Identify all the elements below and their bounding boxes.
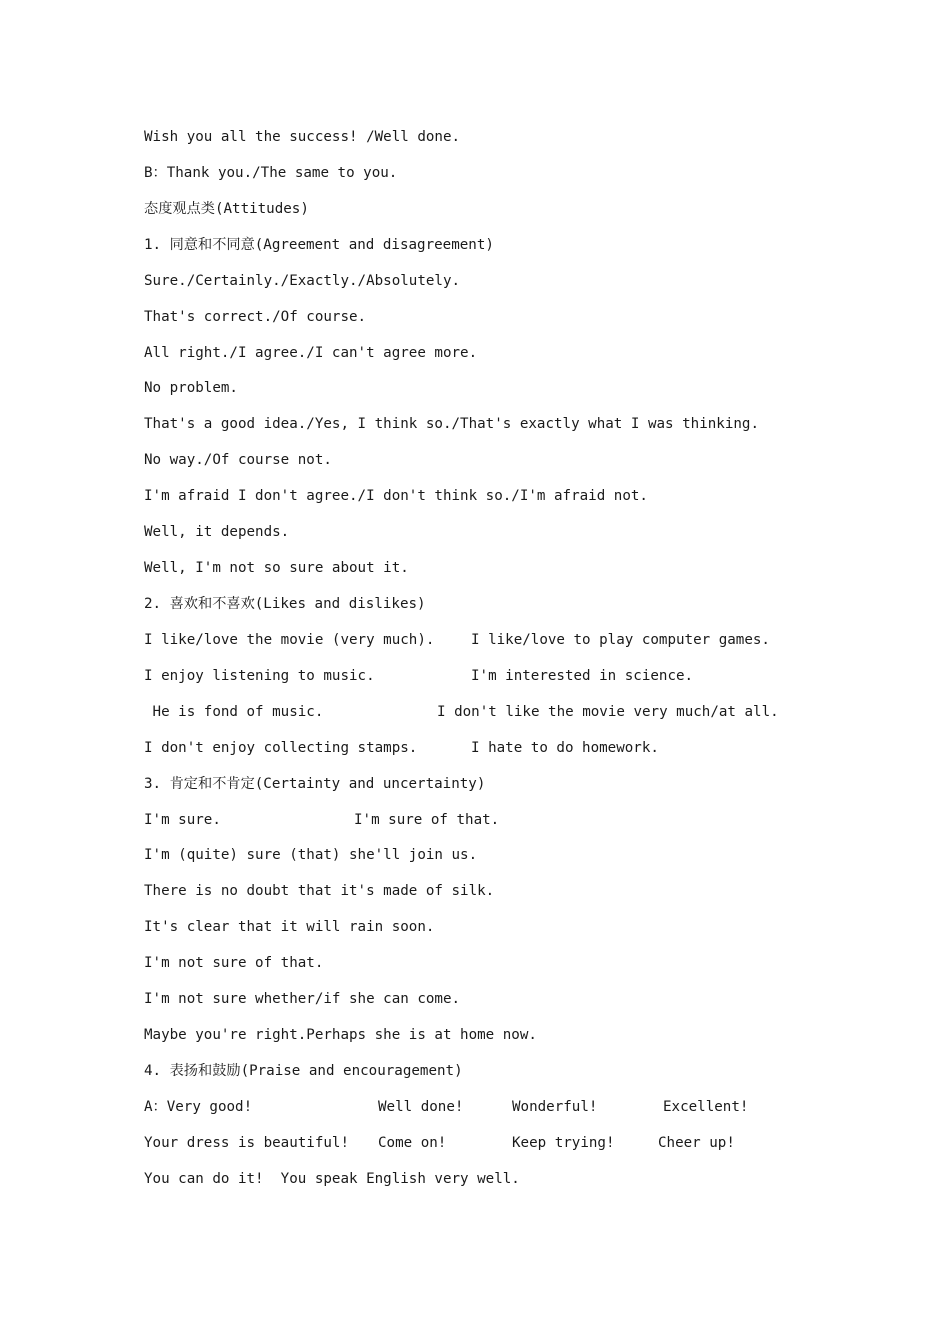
text-line (144, 1095, 904, 1131)
text-line (144, 341, 904, 377)
text-line (144, 556, 904, 592)
text-line (144, 125, 904, 161)
text-line (144, 628, 904, 664)
text-segment: I don't like the movie very much/at all. (437, 703, 779, 720)
text-line (144, 879, 904, 915)
text-segment: Keep trying! (512, 1134, 615, 1151)
text-segment: Maybe you're right.Perhaps she is at home now. (144, 1027, 537, 1044)
text-line (144, 161, 904, 197)
text-segment: It's clear that it will rain soon. (144, 919, 435, 936)
text-segment: Well, it depends. (144, 524, 290, 541)
text-line (144, 376, 904, 412)
text-segment: That's a good idea./Yes, I think so./That's exactly what I was thinking. (144, 416, 759, 433)
text-line (144, 915, 904, 951)
text-line (144, 1131, 904, 1167)
text-segment: Wonderful! (512, 1098, 598, 1115)
text-line (144, 736, 904, 772)
text-segment: Your dress is beautiful! (144, 1134, 349, 1151)
text-segment: I'm not sure of that. (144, 955, 324, 972)
text-segment: There is no doubt that it's made of silk. (144, 883, 495, 900)
document-body (144, 125, 904, 1203)
text-segment: 1. 同意和不同意(Agreement and disagreement) (144, 236, 494, 253)
text-segment: 4. 表扬和鼓励(Praise and encouragement) (144, 1062, 463, 1079)
text-segment: I like/love to play computer games. (471, 631, 770, 648)
text-segment: 3. 肯定和不肯定(Certainty and uncertainty) (144, 775, 486, 792)
text-line (144, 1023, 904, 1059)
text-line (144, 592, 904, 628)
text-line (144, 1059, 904, 1095)
text-segment: No way./Of course not. (144, 452, 332, 469)
text-segment: 态度观点类(Attitudes) (144, 200, 309, 217)
text-line (144, 1167, 904, 1203)
text-line (144, 987, 904, 1023)
text-segment: No problem. (144, 380, 238, 397)
text-segment: B：Thank you./The same to you. (144, 164, 398, 181)
text-line (144, 664, 904, 700)
text-segment: You can do it! You speak English very well. (144, 1170, 520, 1187)
text-segment: I hate to do homework. (471, 739, 659, 756)
text-segment: Cheer up! (658, 1134, 735, 1151)
text-line (144, 448, 904, 484)
text-line (144, 843, 904, 879)
text-line (144, 951, 904, 987)
text-line (144, 808, 904, 844)
text-line (144, 305, 904, 341)
text-segment: All right./I agree./I can't agree more. (144, 344, 478, 361)
text-line (144, 197, 904, 233)
text-segment: I'm sure of that. (354, 811, 500, 828)
text-segment: Come on! (378, 1134, 447, 1151)
text-segment: I like/love the movie (very much). (144, 631, 435, 648)
text-segment: 2. 喜欢和不喜欢(Likes and dislikes) (144, 595, 426, 612)
text-segment: I don't enjoy collecting stamps. (144, 739, 418, 756)
text-segment: I'm afraid I don't agree./I don't think so./I'm afraid not. (144, 488, 648, 505)
text-segment: That's correct./Of course. (144, 308, 367, 325)
text-segment: I enjoy listening to music. (144, 667, 375, 684)
text-segment: He is fond of music. (144, 703, 324, 720)
text-line (144, 772, 904, 808)
text-segment: I'm interested in science. (471, 667, 694, 684)
text-segment: Well done! (378, 1098, 464, 1115)
text-segment: A：Very good! (144, 1098, 253, 1115)
text-line (144, 412, 904, 448)
text-segment: I'm (quite) sure (that) she'll join us. (144, 847, 478, 864)
text-line (144, 520, 904, 556)
text-line (144, 700, 904, 736)
text-segment: Well, I'm not so sure about it. (144, 560, 409, 577)
text-segment: Wish you all the success! /Well done. (144, 129, 461, 145)
text-segment: I'm not sure whether/if she can come. (144, 991, 461, 1008)
text-line (144, 269, 904, 305)
text-segment: Sure./Certainly./Exactly./Absolutely. (144, 272, 461, 289)
text-segment: I'm sure. (144, 811, 221, 828)
text-line (144, 484, 904, 520)
text-segment: Excellent! (663, 1098, 749, 1115)
text-line (144, 233, 904, 269)
